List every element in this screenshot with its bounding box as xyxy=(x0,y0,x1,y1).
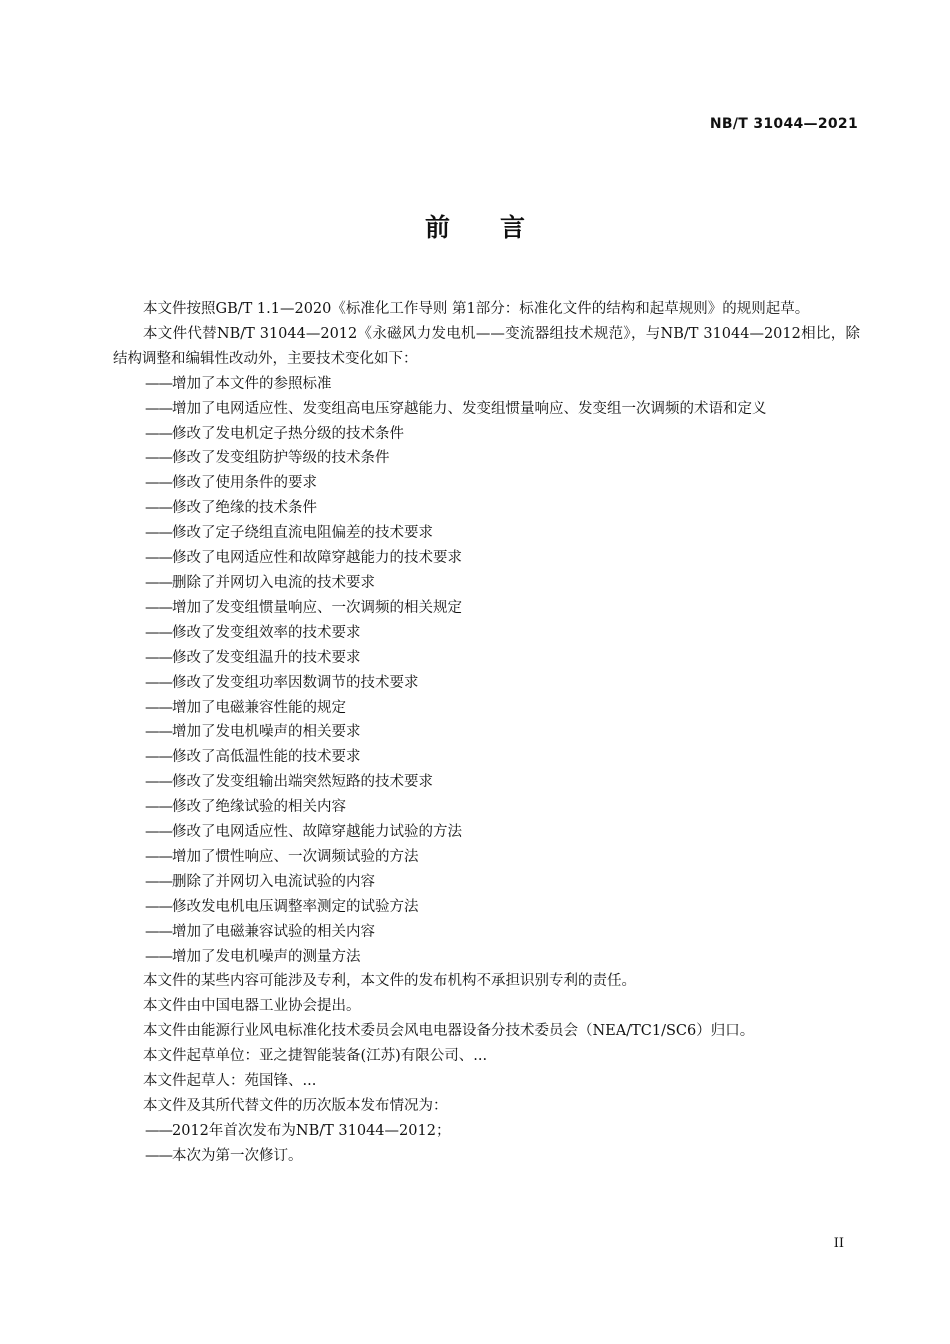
list-item: ——本次为第一次修订。 xyxy=(145,1147,303,1164)
paragraph-replacement: 本文件代替NB/T 31044—2012《永磁风力发电机——变流器组技术规范》，与NB/T 31044—2012相比，除结构调整和编辑性改动外，主要技术变化如下： xyxy=(113,325,860,367)
list-item: ——修改了发变组温升的技术要求 xyxy=(145,649,361,666)
list-item: ——修改了定子绕组直流电阻偏差的技术要求 xyxy=(145,525,433,542)
paragraph-committee: 本文件由能源行业风电标准化技术委员会风电电器设备分技术委员会（NEA/TC1/SC6）归口。 xyxy=(143,1023,755,1040)
dash-mark: —— xyxy=(145,799,172,816)
list-item: ——修改了发变组输出端突然短路的技术要求 xyxy=(145,774,433,791)
dash-mark: —— xyxy=(145,873,172,890)
standard-code: NB/T 31044—2021 xyxy=(709,116,858,132)
paragraph-drafting-rules: 本文件按照GB/T 1.1—2020《标准化工作导则 第1部分：标准化文件的结构和起草规则》的规则起草。 xyxy=(143,301,810,317)
dash-mark: —— xyxy=(145,649,172,666)
dash-mark: —— xyxy=(145,599,172,616)
dash-mark: —— xyxy=(145,450,172,467)
document-body xyxy=(113,297,860,1169)
page-number: II xyxy=(833,1236,844,1251)
page-title: 前言 xyxy=(424,213,575,242)
dash-mark: —— xyxy=(145,550,172,567)
dash-mark: —— xyxy=(145,898,172,915)
dash-mark: —— xyxy=(145,624,172,641)
list-item: ——增加了电网适应性、发变组高电压穿越能力、发变组惯量响应、发变组一次调频的术语和定义 xyxy=(145,400,767,417)
list-item: ——修改了发变组功率因数调节的技术要求 xyxy=(145,674,419,691)
list-item: ——修改了绝缘的技术条件 xyxy=(145,500,317,517)
list-item: ——修改了电网适应性和故障穿越能力的技术要求 xyxy=(145,550,462,567)
history-list xyxy=(113,1119,860,1169)
list-item: ——删除了并网切入电流的技术要求 xyxy=(145,574,375,591)
dash-mark: —— xyxy=(145,425,172,442)
list-item: ——修改了发电机定子热分级的技术条件 xyxy=(145,425,404,442)
list-item: ——增加了本文件的参照标准 xyxy=(145,375,332,392)
dash-mark: —— xyxy=(145,500,172,517)
list-item: ——修改了发变组防护等级的技术条件 xyxy=(145,450,390,467)
dash-mark: —— xyxy=(145,1147,172,1164)
dash-mark: —— xyxy=(145,749,172,766)
paragraph-proposer: 本文件由中国电器工业协会提出。 xyxy=(143,998,361,1015)
dash-mark: —— xyxy=(145,948,172,965)
dash-mark: —— xyxy=(145,774,172,791)
dash-mark: —— xyxy=(145,525,172,542)
dash-mark: —— xyxy=(145,1122,172,1139)
dash-mark: —— xyxy=(145,724,172,741)
paragraph-history-intro: 本文件及其所代替文件的历次版本发布情况为： xyxy=(143,1098,448,1114)
list-item: ——增加了电磁兼容性能的规定 xyxy=(145,699,346,716)
dash-mark: —— xyxy=(145,375,172,392)
list-item: ——修改了使用条件的要求 xyxy=(145,475,317,492)
list-item: ——修改了绝缘试验的相关内容 xyxy=(145,799,346,816)
list-item: ——2012年首次发布为NB/T 31044—2012； xyxy=(145,1122,451,1139)
list-item: ——增加了发变组惯量响应、一次调频的相关规定 xyxy=(145,599,462,616)
list-item: ——增加了惯性响应、一次调频试验的方法 xyxy=(145,848,419,865)
paragraph-drafters: 本文件起草人：苑国锋、... xyxy=(143,1073,317,1090)
paragraph-patents: 本文件的某些内容可能涉及专利，本文件的发布机构不承担识别专利的责任。 xyxy=(143,973,636,990)
dash-mark: —— xyxy=(145,923,172,940)
list-item: ——修改了发变组效率的技术要求 xyxy=(145,624,361,641)
list-item: ——增加了发电机噪声的相关要求 xyxy=(145,724,361,741)
list-item: ——删除了并网切入电流试验的内容 xyxy=(145,873,375,890)
list-item: ——修改了高低温性能的技术要求 xyxy=(145,749,361,766)
list-item: ——增加了电磁兼容试验的相关内容 xyxy=(145,923,375,940)
list-item: ——增加了发电机噪声的测量方法 xyxy=(145,948,361,965)
changes-list xyxy=(113,372,860,970)
dash-mark: —— xyxy=(145,574,172,591)
dash-mark: —— xyxy=(145,848,172,865)
dash-mark: —— xyxy=(145,824,172,841)
list-item: ——修改发电机电压调整率测定的试验方法 xyxy=(145,898,419,915)
dash-mark: —— xyxy=(145,400,172,417)
paragraph-drafting-units: 本文件起草单位：亚之捷智能装备(江苏)有限公司、... xyxy=(143,1048,488,1065)
dash-mark: —— xyxy=(145,475,172,492)
dash-mark: —— xyxy=(145,674,172,691)
list-item: ——修改了电网适应性、故障穿越能力试验的方法 xyxy=(145,824,462,841)
dash-mark: —— xyxy=(145,699,172,716)
